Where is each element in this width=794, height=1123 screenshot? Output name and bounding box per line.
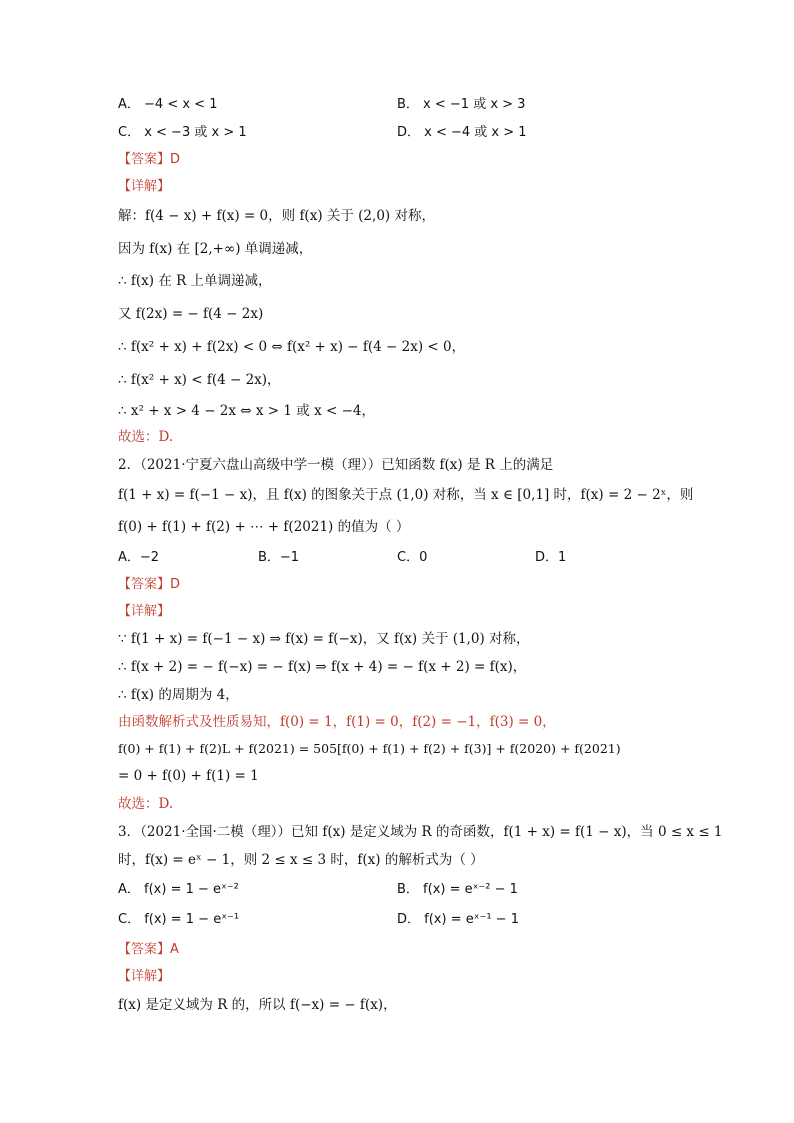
q1-answer: 【答案】D bbox=[118, 152, 181, 167]
q1-solution-line-5: ∴ f(x² + x) + f(2x) < 0 ⇔ f(x² + x) − f(4 − 2x) < 0， bbox=[118, 339, 466, 355]
q2-solution-line-5: f(0) + f(1) + f(2)L + f(2021) = 505[f(0) + f(1) + f(2) + f(3)] + f(2020) + f(2021) bbox=[118, 741, 621, 756]
q2-option-b: B．−1 bbox=[258, 550, 300, 565]
q3-option-c: C． f(x) = 1 − eˣ⁻¹ bbox=[118, 912, 240, 927]
q2-stem-line-1: 2．（2021·宁夏六盘山高级中学一模（理））已知函数 f(x) 是 R 上的满足 bbox=[118, 457, 554, 473]
q2-option-a: A．−2 bbox=[118, 550, 160, 565]
q1-option-c: C． x < −3 或 x > 1 bbox=[118, 125, 247, 140]
q2-solution-line-6: = 0 + f(0) + f(1) = 1 bbox=[118, 768, 259, 784]
q3-stem-line-1: 3．（2021·全国·二模（理））已知 f(x) 是定义域为 R 的奇函数，f(1 + x) = f(1 − x)，当 0 ≤ x ≤ 1 bbox=[118, 824, 723, 840]
q1-solution-line-4: 又 f(2x) = − f(4 − 2x) bbox=[118, 306, 264, 322]
q1-conclusion: 故选：D. bbox=[118, 429, 174, 445]
q1-option-d: D． x < −4 或 x > 1 bbox=[397, 125, 527, 140]
q2-option-d: D．1 bbox=[535, 550, 567, 565]
q2-stem-line-2: f(1 + x) = f(−1 − x)，且 f(x) 的图象关于点 (1,0) 对称，当 x ∈ [0,1] 时，f(x) = 2 − 2ˣ，则 bbox=[118, 487, 694, 503]
q3-detail-label: 【详解】 bbox=[118, 969, 171, 984]
q2-detail-label: 【详解】 bbox=[118, 604, 171, 619]
q3-option-b: B． f(x) = eˣ⁻² − 1 bbox=[397, 882, 518, 897]
q1-solution-line-3: ∴ f(x) 在 R 上单调递减， bbox=[118, 273, 272, 289]
q1-solution-line-7: ∴ x² + x > 4 − 2x ⇔ x > 1 或 x < −4， bbox=[118, 403, 375, 419]
q1-solution-line-6: ∴ f(x² + x) < f(4 − 2x)， bbox=[118, 372, 281, 388]
q2-answer: 【答案】D bbox=[118, 577, 181, 592]
q2-solution-line-1: ∵ f(1 + x) = f(−1 − x) ⇒ f(x) = f(−x)，又 f(x) 关于 (1,0) 对称， bbox=[118, 631, 530, 647]
q1-solution-line-2: 因为 f(x) 在 [2,+∞) 单调递减， bbox=[118, 241, 313, 257]
q2-solution-line-4: 由函数解析式及性质易知，f(0) = 1，f(1) = 0，f(2) = −1，f(3) = 0， bbox=[118, 714, 556, 730]
q3-answer: 【答案】A bbox=[118, 942, 179, 957]
q3-option-a: A． f(x) = 1 − eˣ⁻² bbox=[118, 882, 239, 897]
q1-detail-label: 【详解】 bbox=[118, 179, 171, 194]
q1-solution-line-1: 解：f(4 − x) + f(x) = 0，则 f(x) 关于 (2,0) 对称， bbox=[118, 208, 435, 224]
q1-option-b: B． x < −1 或 x > 3 bbox=[397, 97, 526, 112]
q1-option-a: A． −4 < x < 1 bbox=[118, 97, 218, 112]
q2-conclusion: 故选：D. bbox=[118, 796, 174, 812]
q2-solution-line-2: ∴ f(x + 2) = − f(−x) = − f(x) ⇒ f(x + 4) = − f(x + 2) = f(x)， bbox=[118, 659, 527, 675]
q3-solution-line-1: f(x) 是定义域为 R 的，所以 f(−x) = − f(x)， bbox=[118, 997, 397, 1013]
q2-option-c: C．0 bbox=[397, 550, 428, 565]
q2-stem-line-3: f(0) + f(1) + f(2) + ⋯ + f(2021) 的值为（ ） bbox=[118, 519, 410, 535]
q3-stem-line-2: 时，f(x) = eˣ − 1，则 2 ≤ x ≤ 3 时，f(x) 的解析式为（ ） bbox=[118, 852, 484, 868]
q3-option-d: D． f(x) = eˣ⁻¹ − 1 bbox=[397, 912, 519, 927]
q2-solution-line-3: ∴ f(x) 的周期为 4， bbox=[118, 687, 239, 703]
